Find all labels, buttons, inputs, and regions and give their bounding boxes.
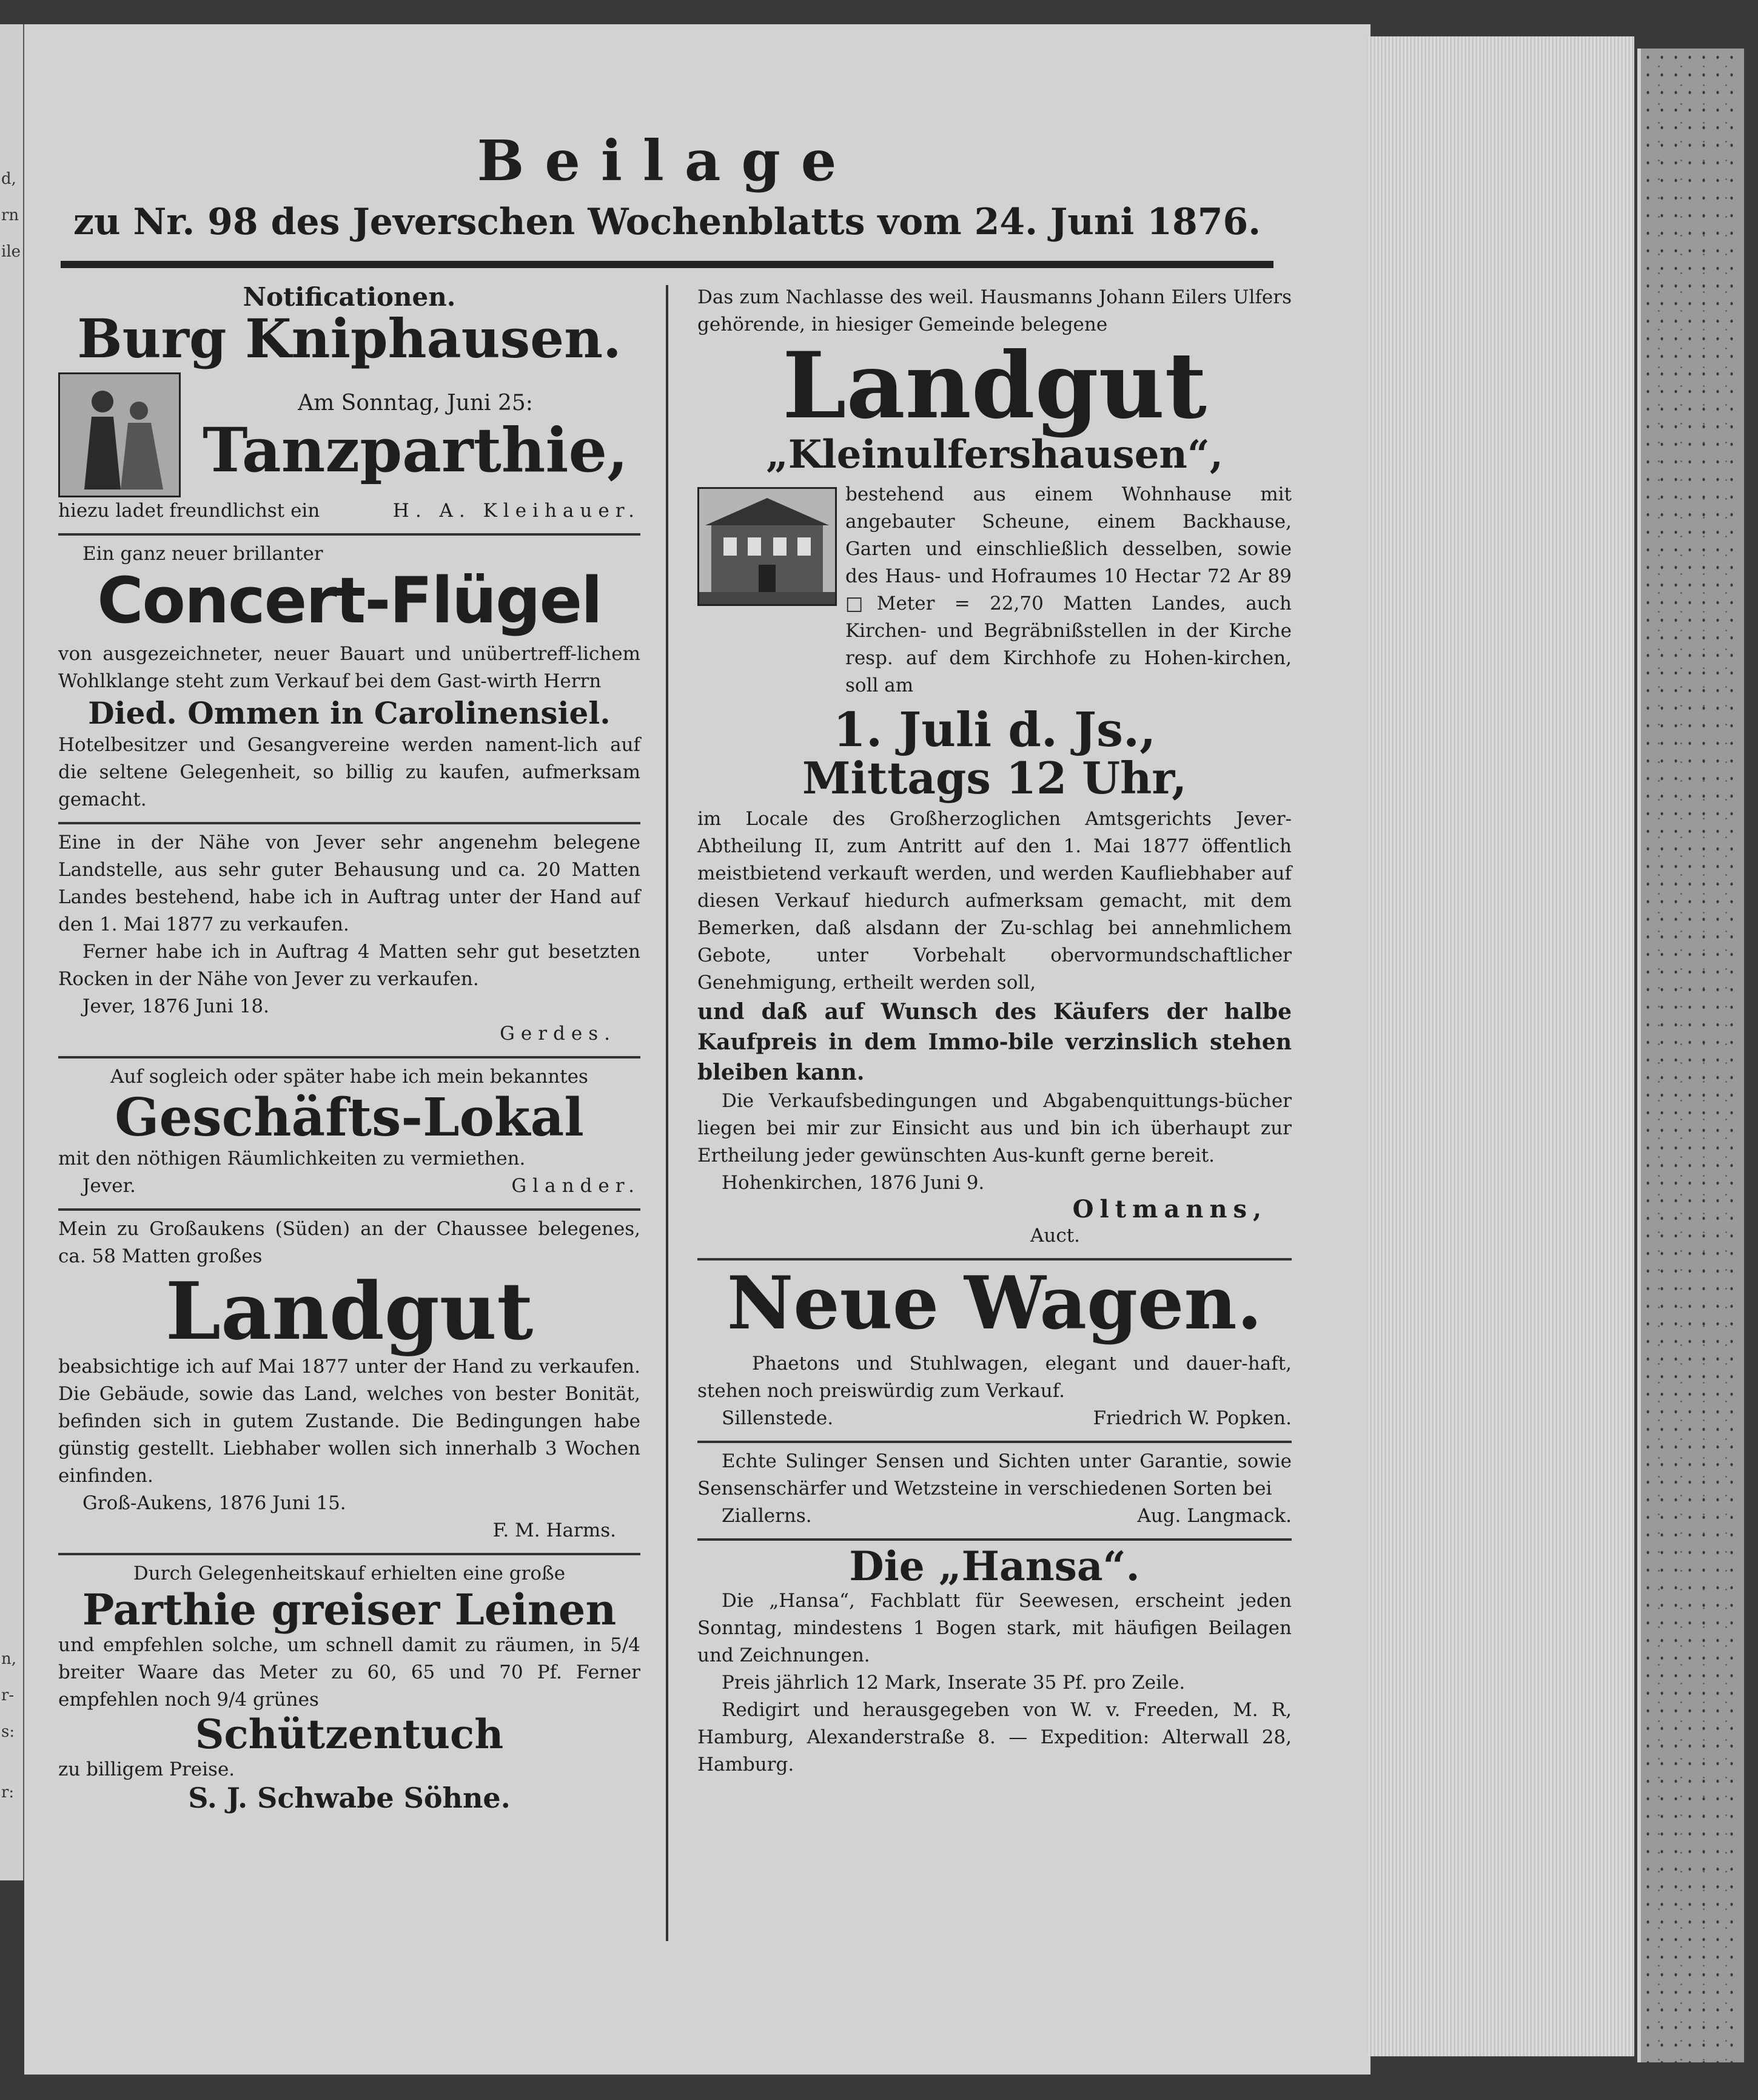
ad-body: bestehend aus einem Wohnhause mit angebauter Scheune, einem Backhause, Garten und einschließlich desselben, sowie des Haus- und Hofraumes 10 Hectar 72 Ar 89 □Meter = 22,70 Matten Landes, auch Kirchen- und Begräbnißstellen in der Kirche resp. auf dem Kirchhofe zu Hohen-kirchen, soll am	[845, 483, 1292, 696]
ad-body-3: Die Verkaufsbedingungen und Abgabenquittungs-bücher liegen bei mir zur Einsicht aus und bin ich überhaupt zur Ertheilung jeder gewünschten Aus-kunft gerne bereit.	[697, 1090, 1292, 1167]
place-date: Jever, 1876 Juni 18.	[82, 995, 269, 1018]
ad-body: und empfehlen solche, um schnell damit zu räumen, in 5/4 breiter Waare das Meter zu 60, 65 und 70 Pf. Ferner empfehlen noch 9/4 grünes	[58, 1634, 640, 1711]
ad-intro: Ein ganz neuer brillanter	[82, 543, 323, 565]
masthead-rule	[61, 261, 1273, 268]
auction-date: 1. Juli d. Js.,	[833, 702, 1156, 758]
margin-fragment: r-	[1, 1686, 15, 1705]
ad-intro: Mein zu Großaukens (Süden) an der Chaussee belegenes, ca. 58 Matten großes	[58, 1218, 640, 1268]
ad-body: von ausgezeichneter, neuer Bauart und unübertreff-lichem Wohlklange steht zum Verkauf bei dem Gast-wirth Herrn	[58, 642, 640, 692]
margin-fragment: n,	[1, 1650, 17, 1668]
signer: Oltmanns,	[1072, 1195, 1267, 1224]
book-cover	[1637, 49, 1744, 2062]
price-note: zu billigem Preise.	[58, 1758, 235, 1780]
dance-woodcut-image	[58, 372, 181, 497]
ad-title: Landgut	[165, 1265, 534, 1358]
place-date: Hohenkirchen, 1876 Juni 9.	[722, 1172, 985, 1194]
ad-body: mit den nöthigen Räumlichkeiten zu vermiethen.	[58, 1148, 526, 1170]
adjacent-page-edge	[0, 24, 25, 1880]
ad-intro: Durch Gelegenheitskauf erhielten eine große	[133, 1562, 566, 1584]
ad-concert-fluegel	[58, 536, 640, 824]
ad-body-2: Ferner habe ich in Auftrag 4 Matten sehr gut besetzten Rocken in der Nähe von Jever zu verkaufen.	[58, 941, 640, 991]
ad-neue-wagen	[697, 1260, 1292, 1443]
ad-hansa	[697, 1541, 1292, 1787]
signer: S. J. Schwabe Söhne.	[188, 1781, 511, 1814]
ad-body-2: im Locale des Großherzoglichen Amtsgerichts Jever-Abtheilung II, zum Antritt auf den 1. Mai 1877 öffentlich meistbietend verkauft werden, und werden Kaufliebhaber auf diesen Verkauf hiedurch aufmerksam gemacht, mit dem Bemerken, daß alsdann der Zu-schlag bei annehmlichem Gebote, unter Vorbehalt obervormundschaftlicher Genehmigung, ertheilt werden soll,	[697, 808, 1292, 994]
place: Sillenstede.	[722, 1407, 834, 1430]
masthead-title: Beilage	[477, 128, 857, 194]
ad-body: Echte Sulinger Sensen und Sichten unter Garantie, sowie Sensenschärfer und Wetzsteine in verschiedenen Sorten bei	[697, 1450, 1292, 1500]
margin-fragment: ile	[1, 243, 21, 261]
signer: Glander.	[511, 1175, 640, 1197]
place: Ziallerns.	[722, 1505, 812, 1527]
ad-title: Burg Kniphausen.	[77, 307, 622, 371]
ad-geschaefts-lokal	[58, 1058, 640, 1211]
ad-landgut-grossaukens	[58, 1211, 640, 1555]
editor-note: Redigirt und herausgegeben von W. v. Freeden, M. R, Hamburg, Alexanderstraße 8. — Expedition: Alterwall 28, Hamburg.	[697, 1699, 1292, 1776]
signer-role: Auct.	[1030, 1225, 1081, 1247]
ad-sensen	[697, 1443, 1292, 1541]
signer: H. A. Kleihauer.	[392, 500, 640, 522]
ad-title: Geschäfts-Lokal	[115, 1087, 584, 1149]
ad-body: Die „Hansa“, Fachblatt für Seewesen, erscheint jeden Sonntag, mindestens 1 Bogen stark, mit häufigen Beilagen und Zeichnungen.	[697, 1590, 1292, 1667]
ad-title: Die „Hansa“.	[849, 1543, 1140, 1590]
auction-time: Mittags 12 Uhr,	[802, 752, 1187, 804]
margin-fragment: d,	[1, 170, 16, 188]
price-note: Preis jährlich 12 Mark, Inserate 35 Pf. pro Zeile.	[722, 1672, 1186, 1694]
ad-title: Concert-Flügel	[97, 564, 602, 638]
margin-fragment: r:	[1, 1783, 15, 1802]
event-title: Tanzparthie,	[203, 414, 628, 486]
ad-emphasis: und daß auf Wunsch des Käufers der halbe Kaufpreis in dem Immo-bile verzinslich stehen bleiben kann.	[697, 999, 1292, 1086]
ad-landgut-auction	[697, 279, 1292, 1260]
section-header: Notificationen.	[243, 282, 456, 312]
masthead	[61, 127, 1273, 246]
seller-name: Died. Ommen in Carolinensiel.	[88, 695, 611, 731]
place: Jever.	[82, 1175, 136, 1197]
ad-intro: Auf sogleich oder später habe ich mein bekanntes	[110, 1066, 588, 1088]
ad-title: Neue Wagen.	[726, 1260, 1263, 1347]
page-stack	[1367, 36, 1634, 2056]
margin-fragment: rn	[1, 206, 19, 224]
left-column	[58, 279, 640, 1821]
item-name: Schützentuch	[195, 1711, 504, 1758]
margin-fragment: s:	[1, 1723, 15, 1741]
ad-title: Landgut	[782, 332, 1207, 439]
ad-title: Parthie greiser Leinen	[82, 1584, 617, 1635]
masthead-subtitle: zu Nr. 98 des Jeverschen Wochenblatts vom 24. Juni 1876.	[73, 201, 1261, 243]
ad-body: beabsichtige ich auf Mai 1877 unter der Hand zu verkaufen. Die Gebäude, sowie das Land, welches von bester Bonität, befinden sich in gutem Zustande. Die Bedingungen habe günstig gestellt. Liebhaber wollen sich innerhalb 3 Wochen einfinden.	[58, 1355, 640, 1487]
ad-leinen	[58, 1555, 640, 1821]
invite-text: hiezu ladet freundlichst ein	[58, 500, 320, 522]
event-date: Am Sonntag, Juni 25:	[298, 390, 533, 416]
ad-intro: Das zum Nachlasse des weil. Hausmanns Johann Eilers Ulfers gehörende, in hiesiger Gemeinde belegene	[697, 286, 1292, 335]
ad-note: Hotelbesitzer und Gesangvereine werden nament-lich auf die seltene Gelegenheit, so billig zu kaufen, aufmerksam gemacht.	[58, 734, 640, 811]
manor-house-image	[697, 487, 837, 606]
right-column	[697, 279, 1292, 1787]
ad-kniphausen	[58, 279, 640, 536]
ad-landstelle	[58, 824, 640, 1058]
estate-name: „Kleinulfershausen“,	[765, 431, 1224, 477]
place-date: Groß-Aukens, 1876 Juni 15.	[82, 1492, 346, 1514]
signer: Aug. Langmack.	[1137, 1505, 1292, 1527]
ad-body: Eine in der Nähe von Jever sehr angenehm belegene Landstelle, aus sehr guter Behausung und ca. 20 Matten Landes bestehend, habe ich in Auftrag unter der Hand auf den 1. Mai 1877 zu verkaufen.	[58, 832, 640, 936]
signer: Gerdes.	[500, 1023, 616, 1045]
column-divider	[666, 285, 668, 1941]
ad-body: Phaetons und Stuhlwagen, elegant und dauer-haft, stehen noch preiswürdig zum Verkauf.	[697, 1353, 1292, 1402]
signer: Friedrich W. Popken.	[1093, 1407, 1292, 1430]
signer: F. M. Harms.	[492, 1519, 616, 1541]
